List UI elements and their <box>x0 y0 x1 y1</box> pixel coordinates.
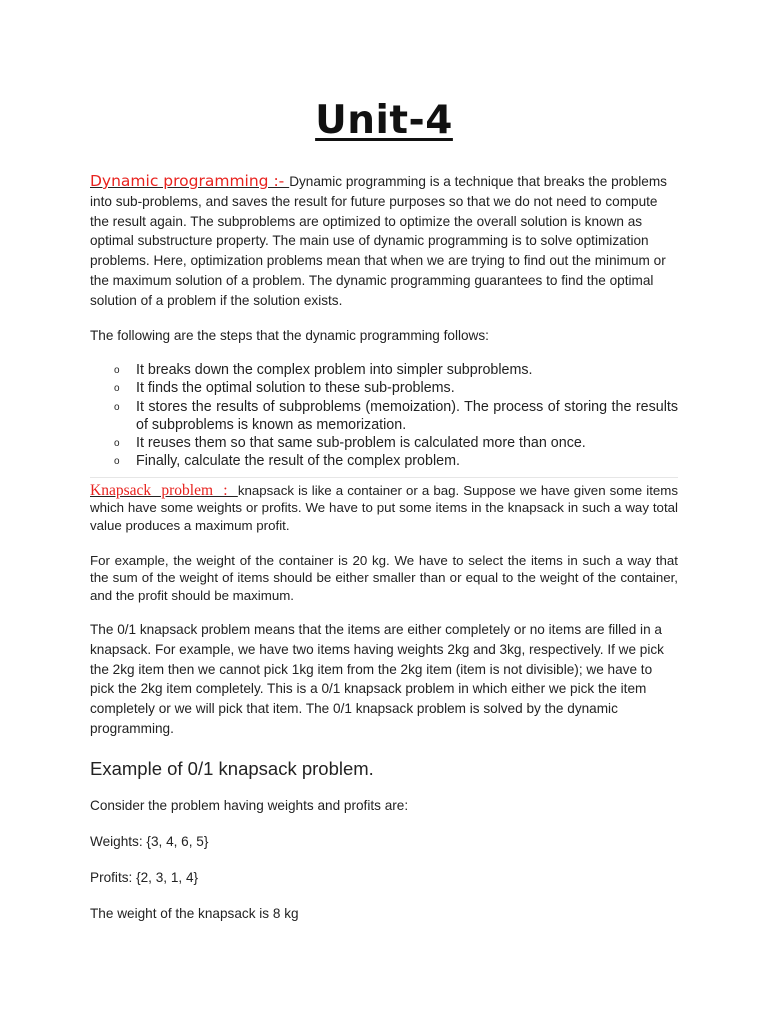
step-text: Finally, calculate the result of the complex problem. <box>136 453 460 470</box>
list-item <box>90 361 678 379</box>
list-item <box>90 452 678 470</box>
step-text: It reuses them so that same sub-problem is calculated more than once. <box>136 435 586 452</box>
page-title: Unit-4 <box>315 98 453 143</box>
example-heading: Example of 0/1 knapsack problem. <box>90 758 374 779</box>
zero-one-paragraph: The 0/1 knapsack problem means that the items are either completely or no items are filled in a knapsack. For example, we have two items having weights 2kg and 3kg, respectively. If we pick the 2kg item then we cannot pick 1kg item from the 2kg item (item is not divisible); we have to pick the 2kg item completely. This is a 0/1 knapsack problem in which either we pick the item completely or we will pick that item. The 0/1 knapsack problem is solved by the dynamic programming. <box>90 622 664 736</box>
knapsack-text: knapsack is like a container or a bag. Suppose we have given some items which have some weights or profits. We have to put some items in the knapsack in such a way total value produces a maximum profit. <box>90 483 679 533</box>
section-divider <box>90 477 678 478</box>
bullet-icon: o <box>114 401 120 413</box>
bullet-icon: o <box>114 365 120 376</box>
list-item <box>90 379 678 397</box>
list-item <box>90 398 678 435</box>
weights-text: Weights: {3, 4, 6, 5} <box>90 834 209 849</box>
knapsack-heading: Knapsack problem : <box>90 482 238 499</box>
bullet-icon: o <box>114 383 120 395</box>
step-text: It breaks down the complex problem into simpler subproblems. <box>136 362 533 378</box>
step-text: It stores the results of subproblems (memoization). The process of storing the results of subproblems is known as memorization. <box>136 398 678 433</box>
steps-list <box>90 361 678 471</box>
profits-text: Profits: {2, 3, 1, 4} <box>90 870 199 885</box>
bullet-icon: o <box>114 456 120 468</box>
steps-intro: The following are the steps that the dynamic programming follows: <box>90 328 489 343</box>
dynamic-programming-paragraph <box>90 172 678 311</box>
dynamic-programming-heading: Dynamic programming :- <box>90 172 290 190</box>
example-weight-paragraph: For example, the weight of the container is 20 kg. We have to select the items in such a way that the sum of the weight of items should be either smaller than or equal to the weight of the container, and the profit should be maximum. <box>90 553 678 603</box>
knapsack-paragraph <box>90 482 678 534</box>
capacity-text: The weight of the knapsack is 8 kg <box>90 906 299 921</box>
list-item <box>90 434 678 452</box>
step-text: It finds the optimal solution to these sub-problems. <box>136 380 455 397</box>
bullet-icon: o <box>114 438 120 450</box>
dynamic-programming-text: Dynamic programming is a technique that breaks the problems into sub-problems, and saves the result for future purposes so that we do not need to compute the result again. The subproblems are optimized to optimize the overall solution is known as optimal substructure property. The main use of dynamic programming is to solve optimization problems. Here, optimization problems mean that when we are trying to find out the minimum or the maximum solution of a problem. The dynamic programming guarantees to find the optimal solution of a problem if the solution exists. <box>90 174 667 308</box>
consider-text: Consider the problem having weights and profits are: <box>90 798 409 813</box>
